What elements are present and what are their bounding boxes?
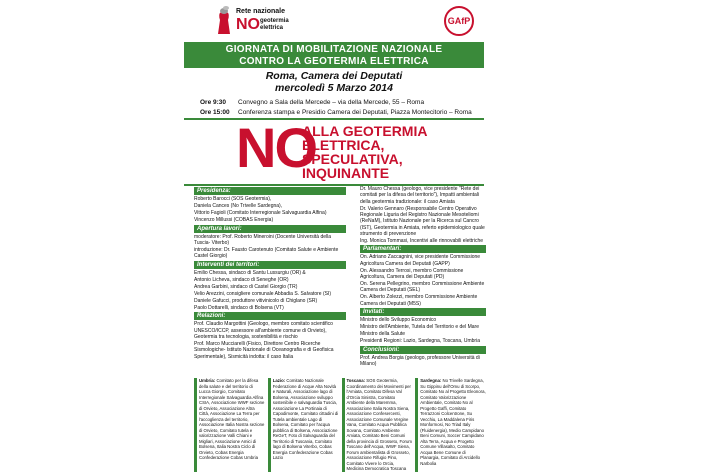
section-header: Parlamentari: bbox=[360, 245, 486, 253]
slogan-line: SPECULATIVA, bbox=[302, 151, 403, 167]
slogan bbox=[302, 124, 427, 180]
slogan-line: INQUINANTE bbox=[302, 165, 390, 181]
logo-line2: geotermia elettrica bbox=[260, 18, 289, 31]
gafp-logo-text: GAfP bbox=[447, 16, 471, 26]
section-header: Presidenza: bbox=[194, 187, 346, 195]
schedule-text: Convegno a Sala della Mercede – via della Mercede, 55 – Roma bbox=[238, 99, 425, 106]
section-header: Relazioni: bbox=[194, 312, 346, 320]
region-name: Lazio: bbox=[272, 378, 286, 383]
program-left-column bbox=[194, 186, 346, 361]
region-column bbox=[342, 378, 413, 472]
program-item: Roberto Barocci (SOS Geotermia), bbox=[194, 196, 272, 202]
region-name: Sardegna: bbox=[420, 378, 442, 383]
program-item: introduzione: Dr. Fausto Carotenuto (Comitato Salute e Ambiente Castel Giorgio) bbox=[194, 246, 339, 260]
section-header: Invitati: bbox=[360, 308, 486, 316]
banner-line1: GIORNATA DI MOBILITAZIONE NAZIONALE bbox=[225, 44, 443, 55]
event-date: mercoledì 5 Marzo 2014 bbox=[275, 82, 393, 94]
program-item: Presidenti Regioni: Lazio, Sardegna, Toscana, Umbria bbox=[360, 338, 480, 345]
schedule-time: Ore 15:00 bbox=[200, 109, 230, 116]
program-item: Velio Arezzini, consigliere comunale Abbadia S. Salvatore (SI) bbox=[194, 290, 332, 297]
region-name: Toscana: bbox=[346, 378, 366, 383]
program-item: Paolo Dottarelli, sindaco di Bolsena (VT) bbox=[194, 305, 284, 312]
program-item: On. Alberto Zolezzi, membro Commissione Ambiente Camera dei Deputati (M5S) bbox=[360, 294, 478, 307]
big-no-heading: NO bbox=[236, 116, 316, 179]
flyer-page bbox=[180, 0, 560, 472]
program-item: Daniela Cances (No Trivelle Sardegna), bbox=[194, 203, 283, 210]
program-item: Antonio Licheva, sindaco di Seneghe (OR) bbox=[194, 276, 289, 283]
gafp-logo bbox=[444, 6, 474, 36]
logo-line1: Rete nazionale bbox=[236, 8, 286, 15]
schedule-text: Conferenza stampa e Presidio Camera dei Deputati, Piazza Montecitorio – Roma bbox=[238, 109, 472, 116]
region-organizations: Comitato per la difesa della salute e del territorio di Lucca Giorgio, Comitato Interregionale Salvaguardia Alfina CSIA, Associazione WWF sezione di Orvieto, Associazione Altra Città, Associazione La Terra per l'accoglienza del territorio, Associazione Italia Nostra sezione di Orvieto, Comitato tutela e valorizzazione Valli Chiani e Migliari, Associazione Amici di Bolsena, Italia Nostra Ciclo di Orvieto, Cobas Energia Confederazione Cobas Umbria bbox=[199, 378, 265, 460]
event-place: Roma, Camera dei Deputati bbox=[265, 70, 403, 82]
cooling-tower-icon bbox=[214, 6, 234, 36]
slogan-line: ALLA GEOTERMIA bbox=[302, 123, 428, 139]
program-right-column bbox=[360, 186, 486, 368]
region-column bbox=[268, 378, 339, 472]
program-item: Emilio Chessa, sindaco di Santu Lussurgiu (OR) & bbox=[194, 269, 306, 276]
program-item: Prof. Andrea Borgia (geologo, professore Università di Milano) bbox=[360, 354, 480, 367]
program-item: Dr. Valerio Gennaro (Responsabile Centro Operativo Regionale Liguria del Registro Nazionale Mesoteliomi (ReNaM), Istituto Nazionale per la Ricerca sul Cancro (IST), Geotermia in Amiata, referto epidemiologico quale strumento di prevenzione bbox=[360, 205, 485, 237]
slogan-line: ELETTRICA, bbox=[302, 137, 385, 153]
program-item: Ministro della Salute bbox=[360, 331, 406, 338]
section-header: Conclusioni: bbox=[360, 346, 486, 354]
event-banner bbox=[184, 42, 484, 68]
logo-no: NO bbox=[236, 16, 260, 33]
region-column bbox=[415, 378, 486, 472]
region-organizations: SOS Geotermia, Coordinamento dei Movimenti per l'Amiata, Comitato Difesa Val d'Orcia Sinistra, Comitato Ambiente della Maremma, Associazione Italia Nostra Siena, Associazione Confesercenti, Associazione Comunale Vergine Vana, Comitato Acqua Pubblica Sovana, Comitato Ambiente Amiata, Comitato Beni Comuni della provincia di Grosseto, Forum Toscano dell'Acqua, WWF Siena, Forum ambientalista di Grosseto, Associazione Rifugio Pino, Comitato Vivere lo Orcia, Medicina Democratica Toscana bbox=[346, 378, 412, 471]
program-item: Daniele Gafucci, produttore vitivinicolo di Chiglano (SR) bbox=[194, 297, 318, 304]
section-header: Interventi dei territori: bbox=[194, 261, 346, 269]
region-column bbox=[194, 378, 265, 472]
divider bbox=[184, 118, 484, 120]
schedule bbox=[200, 98, 500, 118]
banner-line2: CONTRO LA GEOTERMIA ELETTRICA bbox=[239, 56, 429, 67]
program-item: Prof. Marco Mucciarelli (Fisico, Direttore Centro Ricerche Sismologiche- Istituto Nazionale di Oceanografia e di Geofisica Sperimentale), Sismicità indotta: il caso Italia bbox=[194, 341, 334, 360]
schedule-time: Ore 9:30 bbox=[200, 99, 227, 106]
rete-nazionale-logo bbox=[214, 4, 324, 38]
program-item: Andrea Garbini, sindaco di Castel Giorgio (TR) bbox=[194, 283, 298, 290]
program-item: On. Adriano Zaccagnini, vice presidente Commissione Agricoltura Camera dei Deputati (GAPP) bbox=[360, 254, 481, 267]
region-organizations: Comitato Nazionale Federazione di Acque Alta Novità e Naturali, Associazione lago di Bolsena, Associazione sviluppo sostenibile e salvaguardia Tuscia, Associazione La Portinaia di Capodimonte, Comitato cittadini di Tutela ambientale Lago di Bolsena, Comitato per l'acqua pubblica di Bolsena, Associazione ReGeT, Foto di Salvaguardia del Territorio di Tuscania, Comitato lago di Bolsena Viterbo, Cobas Energia Confederazione Cobas Lazio bbox=[272, 378, 339, 460]
region-organizations: No Trivelle Sardegna, Su Gippinu dell'Omu di Scorpo, Comitato No al Progetto Eleonora, Comitato Valorizzazione Ambientale, Comitato No al Progetto Gaffi, Comitato Terrazzoni Colcentrone, Su Vecchiu, La Maddalena Firis Monformosi, No Triad Italy (Fluidenergia), Medio Campidano Beni Comuni, Soccer Campidano Alta Terra, Acqua e Progetto Comune Villasalto, Comitato Acqua Bene Comune di Planargia, Comitato di Arcidello Narbolia bbox=[420, 378, 486, 466]
adhering-organizations bbox=[194, 378, 486, 472]
program-item: On. Serena Pellegrino, membro Commissione Ambiente Camera dei Deputati (SEL) bbox=[360, 281, 485, 294]
program-item: Prof. Claudio Margottini (Geologo, membro comitato scientifico UNESCO/ICCP, assessore all'ambiente comune di Orvieto), Geotermia tra tecnologia, sostenibilità e rischio bbox=[194, 321, 333, 340]
region-name: Umbria: bbox=[199, 378, 216, 383]
program-item: Vincenzo Millussi (COBAS Energia) bbox=[194, 217, 274, 224]
program-item: Ing. Monica Tommasi, Incentivi alle rinnovabili elettriche bbox=[360, 237, 484, 244]
schedule-row bbox=[200, 98, 500, 108]
program-item: Dr. Mauro Chessa (geologo, vice presidente "Rete dei comitati per la difesa del territorio"), Impatti ambientali della geotermia tradizionale: il caso Amiata bbox=[360, 186, 480, 205]
program-item: Ministro dell'Ambiente, Tutela del Territorio e del Mare bbox=[360, 324, 479, 331]
section-header: Apertura lavori: bbox=[194, 225, 346, 233]
program-item: Vittorio Fagioli (Comitato Interregionale Salvaguardia Alfina) bbox=[194, 210, 327, 217]
program-item: moderatore: Prof. Roberto Mineroini (Docente Università della Tuscia- Viterbo) bbox=[194, 233, 332, 246]
program-item: On. Alessandro Terrosi, membro Commissione Agricoltura, Camera dei Deputati (PD) bbox=[360, 267, 464, 280]
program-item: Ministro dello Sviluppo Economico bbox=[360, 317, 437, 324]
